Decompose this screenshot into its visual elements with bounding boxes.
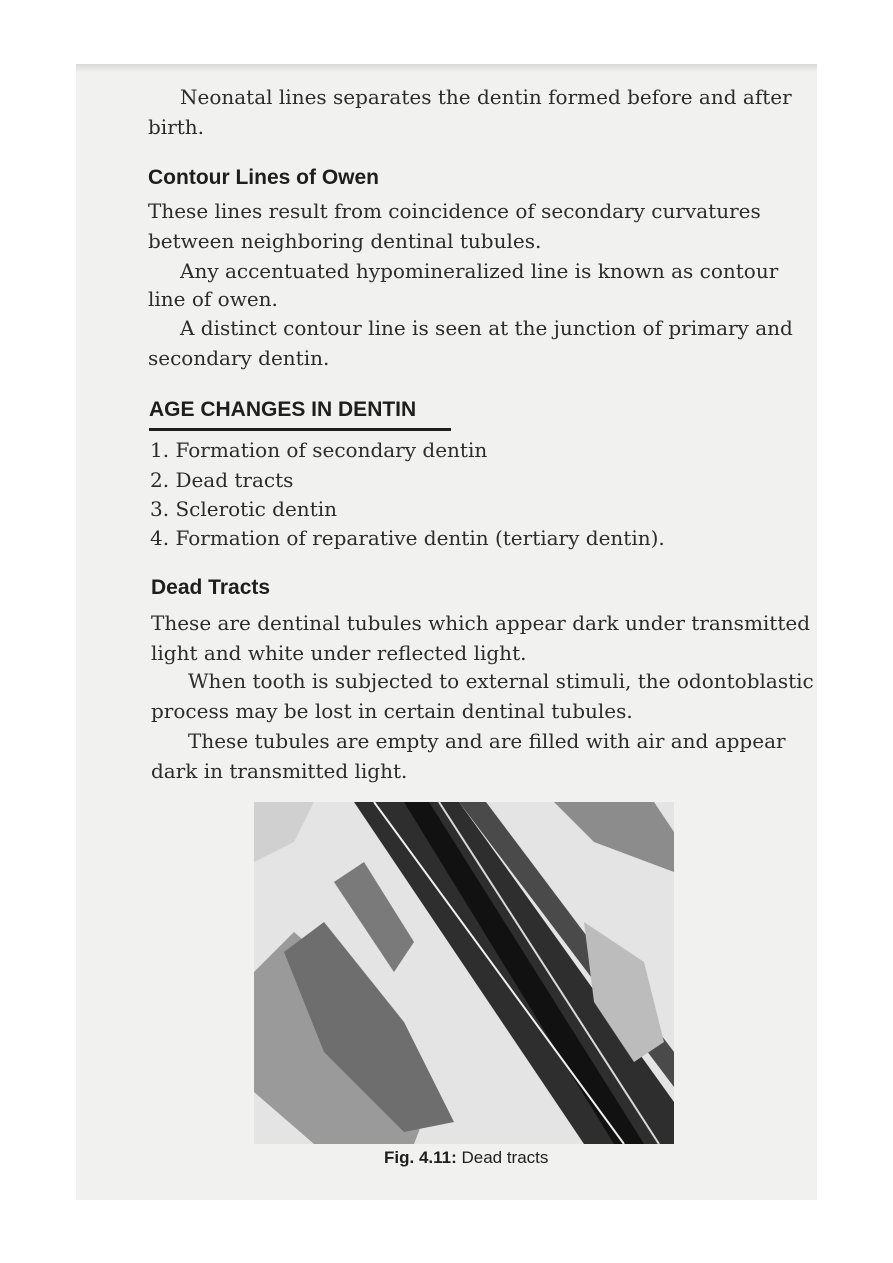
figure-caption-text: Dead tracts: [456, 1148, 549, 1167]
contour-p1-line-2: between neighboring dentinal tubules.: [148, 229, 542, 253]
contour-p2-line-2: line of owen.: [148, 287, 278, 311]
contour-p1-line-1: These lines result from coincidence of secondary curvatures: [148, 199, 761, 223]
contour-heading: Contour Lines of Owen: [148, 166, 379, 189]
micrograph-image: [254, 802, 674, 1144]
heading-underline: [149, 428, 451, 431]
dead-tracts-p3-line-1: These tubules are empty and are filled with air and appear: [188, 729, 786, 753]
list-item: 3. Sclerotic dentin: [150, 497, 338, 521]
age-changes-heading: AGE CHANGES IN DENTIN: [149, 398, 417, 421]
list-item: 1. Formation of secondary dentin: [150, 438, 488, 462]
dead-tracts-p3-line-2: dark in transmitted light.: [151, 759, 408, 783]
dead-tracts-p1-line-1: These are dentinal tubules which appear dark under transmitted: [151, 611, 811, 635]
dead-tracts-p1-line-2: light and white under reflected light.: [151, 641, 527, 665]
dead-tracts-p2-line-1: When tooth is subjected to external stimuli, the odontoblastic: [188, 669, 814, 693]
contour-p2-line-1: Any accentuated hypomineralized line is known as contour: [180, 259, 779, 283]
dead-tracts-heading: Dead Tracts: [151, 576, 271, 599]
contour-p3-line-2: secondary dentin.: [148, 346, 330, 370]
figure-label: Fig. 4.11:: [384, 1148, 457, 1167]
contour-p3-line-1: A distinct contour line is seen at the junction of primary and: [180, 316, 793, 340]
intro-line-2: birth.: [148, 115, 205, 139]
dead-tracts-p2-line-2: process may be lost in certain dentinal tubules.: [151, 699, 633, 723]
intro-line-1: Neonatal lines separates the dentin formed before and after: [180, 85, 792, 109]
list-item: 4. Formation of reparative dentin (tertiary dentin).: [150, 526, 665, 550]
figure-caption: [384, 1148, 548, 1168]
list-item: 2. Dead tracts: [150, 468, 294, 492]
book-page: [76, 64, 817, 1200]
